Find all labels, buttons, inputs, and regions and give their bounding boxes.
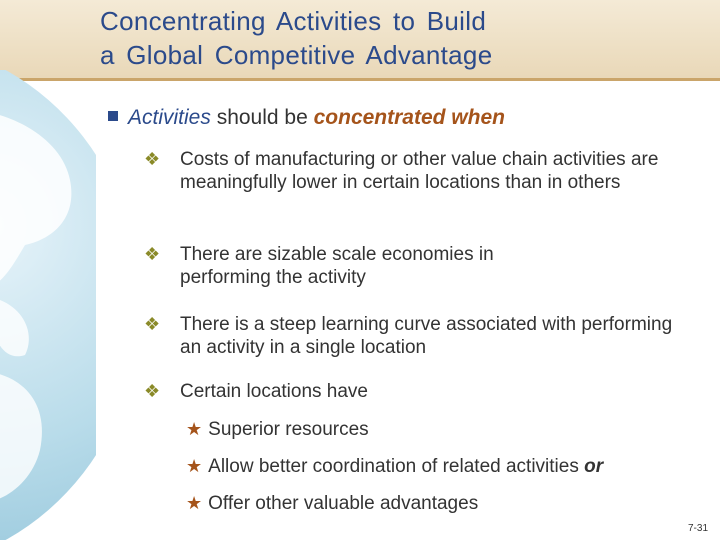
- sub-bullet-text: There are sizable scale economies in performing the activity: [180, 244, 494, 288]
- sub-sub-bullet: [186, 418, 369, 441]
- sub-bullet-text: Costs of manufacturing or other value chain activities are meaningfully lower in certain locations than in others: [180, 149, 659, 193]
- sub-sub-bullet: [186, 492, 478, 515]
- square-bullet-icon: [108, 111, 118, 121]
- slide-title: [100, 4, 660, 72]
- diamond-clover-icon: ❖: [144, 314, 161, 334]
- sub-bullet-text: There is a steep learning curve associated with performing an activity in a single location: [180, 314, 673, 358]
- main-bullet-emphasis-activities: Activities: [128, 106, 211, 129]
- main-bullet-text: should be: [210, 106, 314, 129]
- slide-number: 7-31: [687, 523, 708, 534]
- sub-sub-bullet-text: Offer other valuable advantages: [208, 493, 479, 514]
- sub-bullet: [146, 148, 666, 194]
- main-bullet: [108, 105, 505, 131]
- sub-sub-bullet-emphasis: or: [584, 456, 604, 477]
- star-icon: ★: [186, 493, 203, 513]
- sub-bullet: [146, 243, 586, 289]
- sub-sub-bullet-text: Superior resources: [208, 419, 369, 440]
- diamond-clover-icon: ❖: [144, 244, 161, 264]
- star-icon: ★: [186, 419, 203, 439]
- star-icon: ★: [186, 456, 203, 476]
- main-bullet-emphasis-concentrated: concentrated when: [313, 106, 505, 129]
- sub-bullet: [146, 313, 676, 359]
- sub-sub-bullet: [186, 455, 603, 478]
- diamond-clover-icon: ❖: [144, 381, 161, 401]
- slide-title-line-2: a Global Competitive Advantage: [100, 40, 493, 70]
- sub-sub-bullet-text: Allow better coordination of related activities: [208, 456, 585, 477]
- diamond-clover-icon: ❖: [144, 149, 161, 169]
- slide-title-line-1: Concentrating Activities to Build: [100, 6, 487, 36]
- globe-image: [0, 70, 100, 540]
- sub-bullet-text: Certain locations have: [180, 381, 368, 402]
- sub-bullet: [146, 380, 666, 403]
